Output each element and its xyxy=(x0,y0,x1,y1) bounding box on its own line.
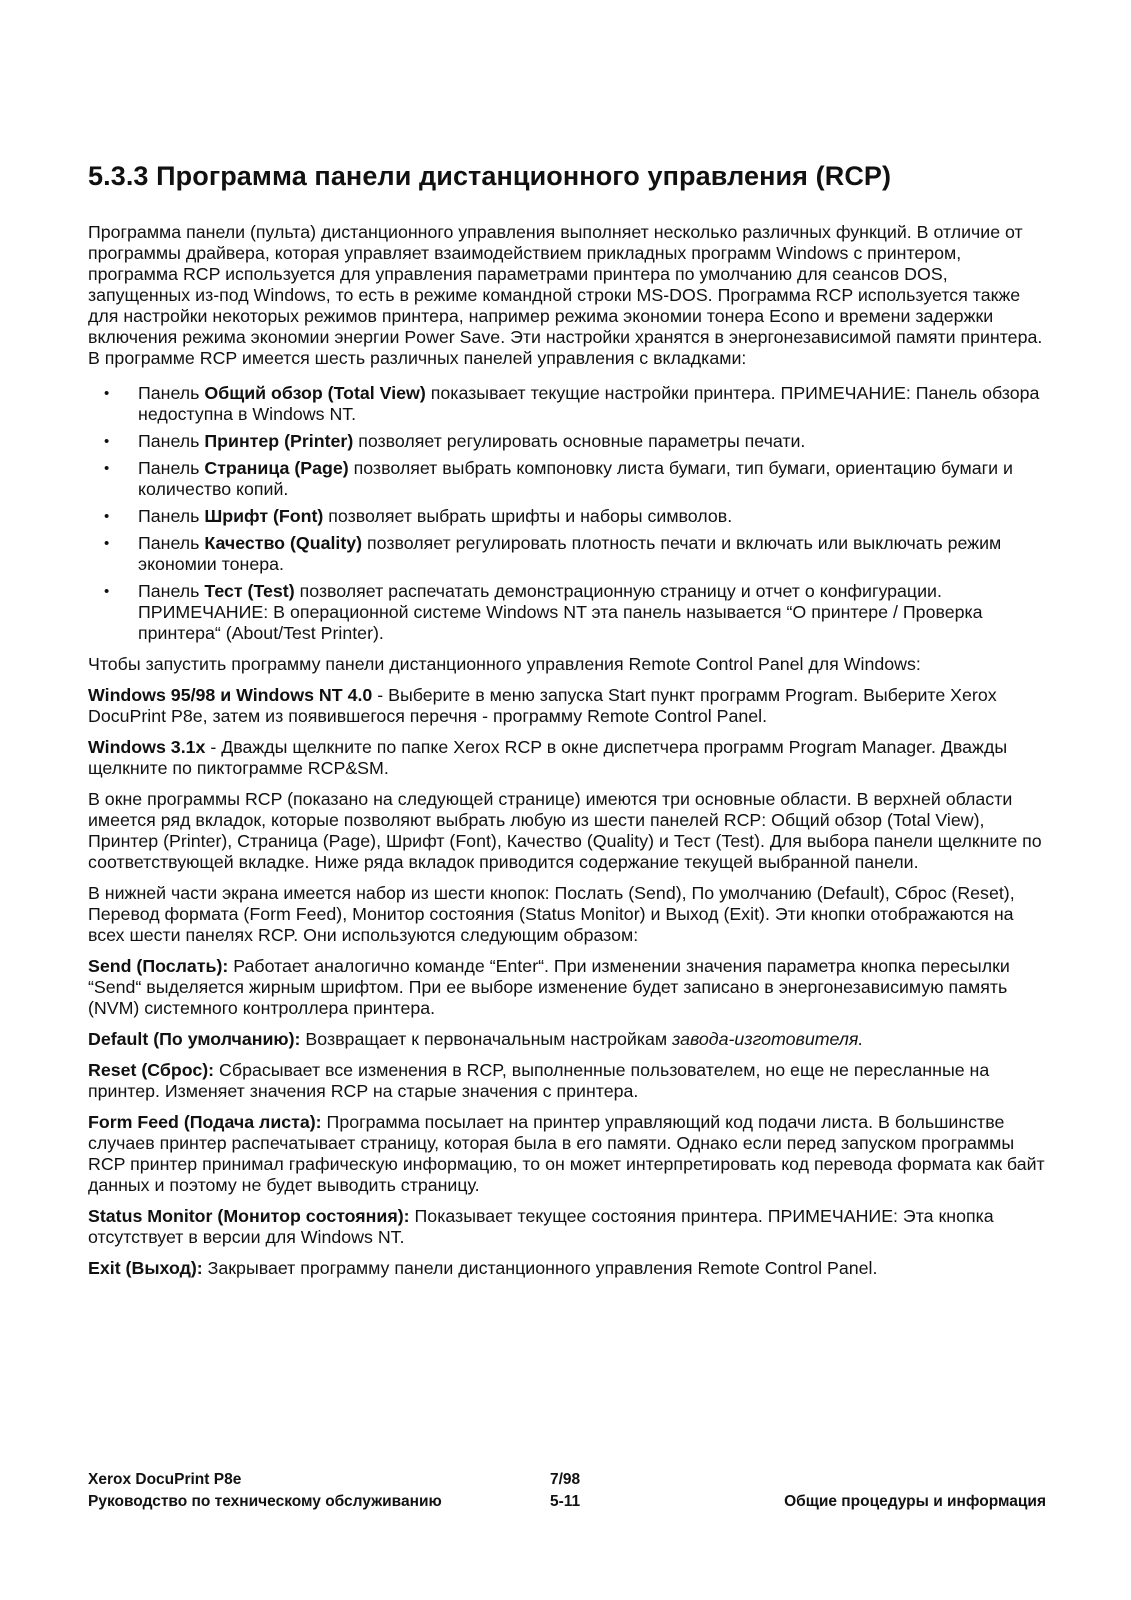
footer-section: Общие процедуры и информация xyxy=(784,1493,1046,1510)
send-description: Send (Послать): Работает аналогично команде “Enter“. При изменении значения параметра кнопка пересылки “Send“ выделяется жирным шрифтом. При ее выборе изменение будет записано в энергонезависимую память (NVM) системного контроллера принтера. xyxy=(88,956,1010,1018)
footer-page-number: 5-11 xyxy=(550,1493,581,1510)
launch-intro: Чтобы запустить программу панели дистанционного управления Remote Control Panel для Windows: xyxy=(88,654,921,674)
list-item: • Панель Тест (Test) позволяет распечатать демонстрационную страницу и отчет о конфигурации. ПРИМЕЧАНИЕ: В операционной системе Windows NT эта панель называется “О принтере / Проверка принтера“ (About/Test Printer). xyxy=(88,581,1046,644)
section-title: 5.3.3 Программа панели дистанционного управления (RCP) xyxy=(88,161,892,191)
areas-paragraph: В окне программы RCP (показано на следующей странице) имеются три основные области. В верхней области имеется ряд вкладок, которые позволяют выбрать любую из шести панелей RCP: Общий обзор (Total View), Принтер (Printer), Страница (Page), Шрифт (Font), Качество (Quality) и Тест (Test). Для выбора панели щелкните по соответствующей вкладке. Ниже ряда вкладок приводится содержание текущей выбранной панели. xyxy=(88,789,1042,872)
list-item: • Панель Качество (Quality) позволяет регулировать плотность печати и включать или выключать режим экономии тонера. xyxy=(88,533,1046,575)
list-item: • Панель Общий обзор (Total View) показывает текущие настройки принтера. ПРИМЕЧАНИЕ: Панель обзора недоступна в Windows NT. xyxy=(88,383,1046,425)
windows-95-instructions: Windows 95/98 и Windows NT 4.0 - Выберите в меню запуска Start пункт программ Program. Выберите Xerox DocuPrint P8e, затем из появившегося перечня - программу Remote Control Panel. xyxy=(88,685,997,726)
footer-manual: Руководство по техническому обслуживанию xyxy=(88,1493,442,1510)
exit-description: Exit (Выход): Закрывает программу панели дистанционного управления Remote Control Panel. xyxy=(88,1258,878,1278)
footer-row-1 xyxy=(88,1469,1046,1491)
panel-name: Тест (Test) xyxy=(204,581,295,601)
default-description: Default (По умолчанию): Возвращает к первоначальным настройкам завода-изготовителя. xyxy=(88,1029,864,1049)
panel-name: Качество (Quality) xyxy=(204,533,363,553)
list-item: • Панель Шрифт (Font) позволяет выбрать шрифты и наборы символов. xyxy=(88,506,1046,527)
page-footer xyxy=(88,1469,1046,1513)
panel-name: Страница (Page) xyxy=(204,458,349,478)
footer-date: 7/98 xyxy=(550,1471,581,1488)
footer-product: Xerox DocuPrint P8e xyxy=(88,1471,242,1488)
body-text xyxy=(88,222,1046,1289)
reset-description: Reset (Сброс): Сбрасывает все изменения в RCP, выполненные пользователем, но еще не пересланные на принтер. Изменяет значения RCP на старые значения с принтера. xyxy=(88,1060,990,1101)
list-item: • Панель Страница (Page) позволяет выбрать компоновку листа бумаги, тип бумаги, ориентацию бумаги и количество копий. xyxy=(88,458,1046,500)
buttons-intro: В нижней части экрана имеется набор из шести кнопок: Послать (Send), По умолчанию (Default), Сброс (Reset), Перевод формата (Form Feed), Монитор состояния (Status Monitor) и Выход (Exit). Эти кнопки отображаются на всех шести панелях RCP. Они используются следующим образом: xyxy=(88,883,1015,945)
panel-name: Общий обзор (Total View) xyxy=(204,383,426,403)
panel-name: Принтер (Printer) xyxy=(204,431,354,451)
windows-31-instructions: Windows 3.1x - Дважды щелкните по папке Xerox RCP в окне диспетчера программ Program Manager. Дважды щелкните по пиктограмме RCP&SM. xyxy=(88,737,1008,778)
status-monitor-description: Status Monitor (Монитор состояния): Показывает текущее состояния принтера. ПРИМЕЧАНИЕ: Эта кнопка отсутствует в версии для Windows NT. xyxy=(88,1206,994,1247)
intro-paragraph: Программа панели (пульта) дистанционного управления выполняет несколько различных функций. В отличие от программы драйвера, которая управляет взаимодействием прикладных программ Windows с принтером, программа RCP используется для управления параметрами принтера по умолчанию для сеансов DOS, запущенных из-под Windows, то есть в режиме командной строки MS-DOS. Программа RCP используется также для настройки некоторых режимов принтера, например режима экономии тонера Econo и времени задержки включения режима экономии энергии Power Save. Эти настройки хранятся в энергонезависимой памяти принтера. В программе RCP имеется шесть различных панелей управления с вкладками: xyxy=(88,222,1043,368)
form-feed-description: Form Feed (Подача листа): Программа посылает на принтер управляющий код подачи листа. В большинстве случаев принтер распечатывает страницу, которая была в его памяти. Однако если перед запуском программы RCP принтер принимал графическую информацию, то он может интерпретировать код перевода формата как байт данных и поэтому не будет выводить страницу. xyxy=(88,1112,1045,1195)
footer-row-2 xyxy=(88,1491,1046,1513)
panel-name: Шрифт (Font) xyxy=(204,506,324,526)
document-page xyxy=(88,0,1046,1600)
list-item: • Панель Принтер (Printer) позволяет регулировать основные параметры печати. xyxy=(88,431,1046,452)
panel-list xyxy=(88,383,1046,644)
